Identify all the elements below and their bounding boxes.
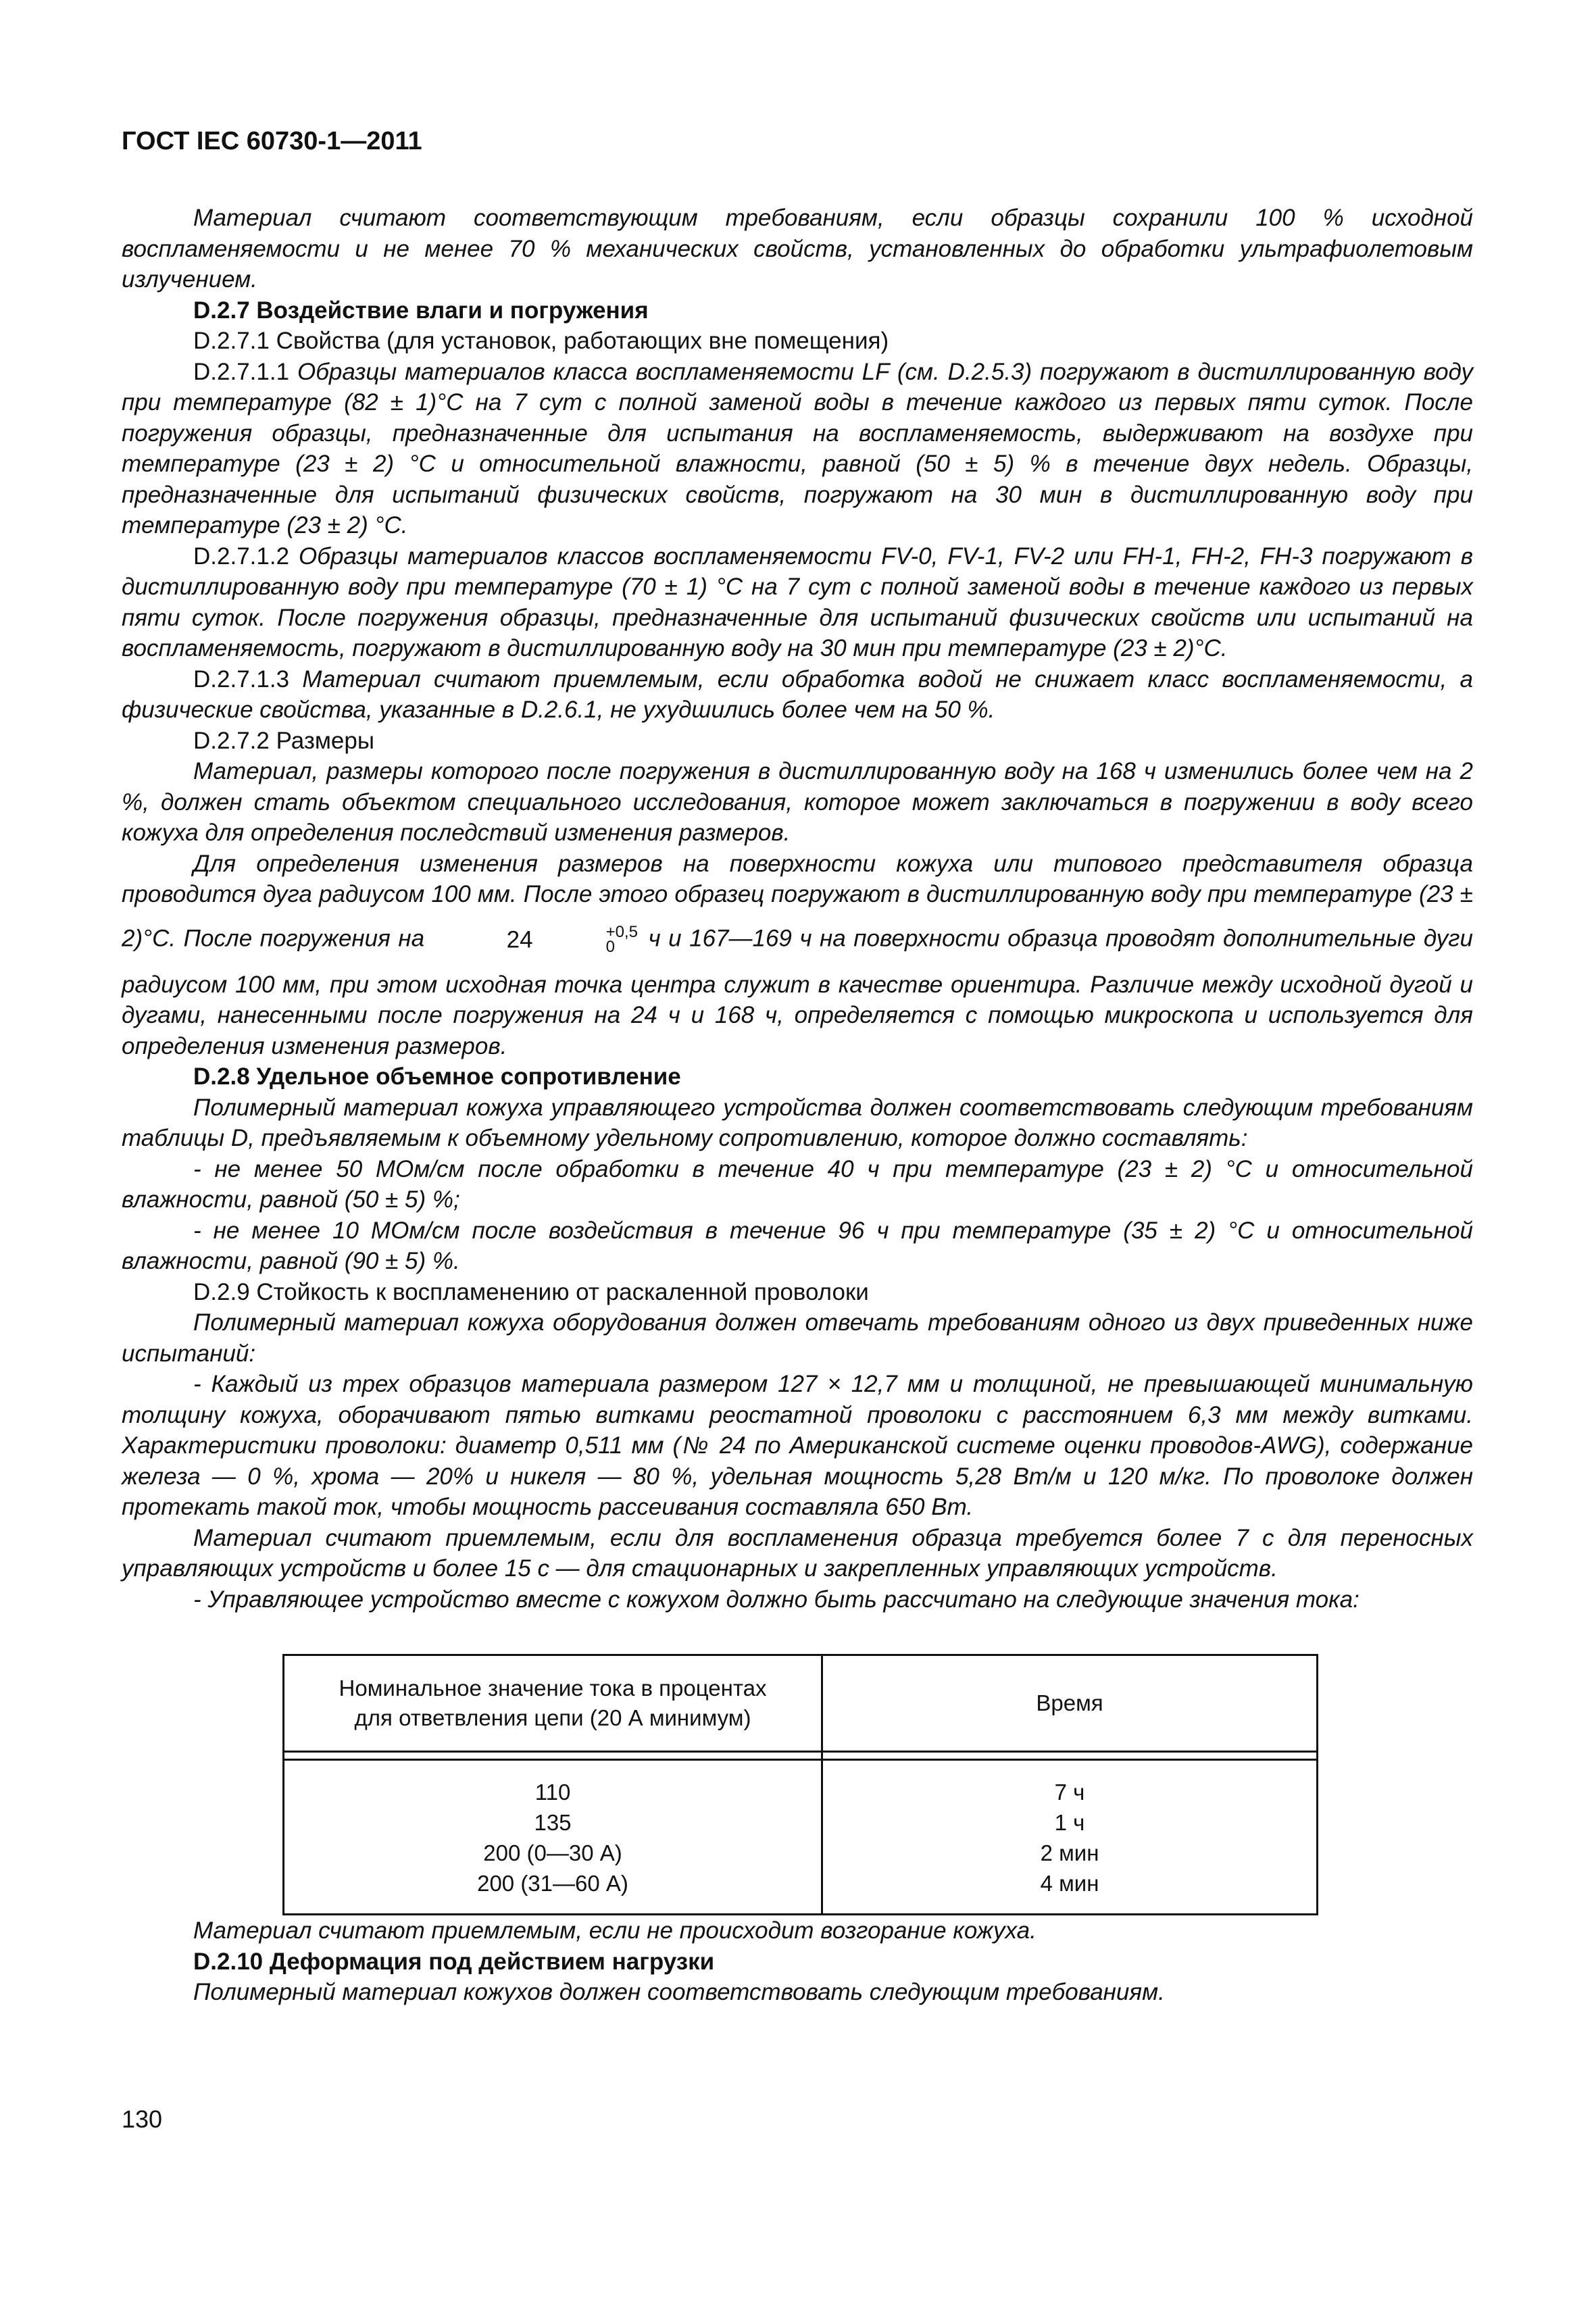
clause-text: Материал считают приемлемым, если обработка водой не снижает класс воспламеняемости, а физические свойства, указанные в D.2.6.1, не ухудшились более чем на 50 %.: [122, 665, 1473, 723]
table-header-current: [284, 1655, 822, 1752]
paragraph-with-formula: [122, 849, 1473, 1062]
formula-base: 24: [506, 926, 533, 953]
cell-value: 2 мин: [1040, 1840, 1099, 1865]
clause-number: D.2.7.1.3: [193, 665, 303, 693]
paragraph: Полимерный материал кожуха управляющего устройства должен соответствовать следующим требованиям таблицы D, предъявляемым к объемному удельному сопротивлению, которое должно составлять:: [122, 1094, 1473, 1151]
cell-value: 135: [534, 1810, 572, 1835]
cell-value: 110: [534, 1780, 571, 1805]
clause-number: D.2.7.1.1: [193, 358, 297, 385]
paragraph: Материал считают соответствующим требованиям, если образцы сохранили 100 % исходной воспламеняемости и не менее 70 % механических свойств, установленных до обработки ультрафиолетовым излучением.: [122, 205, 1473, 293]
cell-value: 200 (0—30 А): [483, 1840, 622, 1865]
table-header-row: [284, 1655, 1318, 1752]
section-heading: D.2.10 Деформация под действием нагрузки: [193, 1948, 715, 1975]
cell-value: 1 ч: [1054, 1810, 1085, 1835]
paragraph: Материал считают приемлемым, если не происходит возгорание кожуха.: [193, 1917, 1037, 1944]
paragraph: Полимерный материал кожухов должен соответствовать следующим требованиям.: [193, 1979, 1165, 2005]
subsection-heading: D.2.7.1 Свойства (для установок, работающих вне помещения): [193, 328, 889, 354]
paragraph-text: ч и 167—169 ч на поверхности образца проводят дополнительные дуги радиусом 100 мм, при этом исходная точка центра служит в качестве ориентира. Различие между исходной дугой и дугами, нанесенными после погружения на 24 ч и 168 ч, определяется с помощью микроскопа и используется для определения изменения размеров.: [122, 924, 1474, 1059]
table-row: [284, 1760, 1318, 1915]
paragraph-text: Для определения изменения размеров на поверхности кожуха или типового представителя образца проводится дуга радиусом 100 мм. После этого образец погружают в дистиллированную воду при температуре (23 ± 2)°С. После погружения на: [122, 850, 1473, 951]
cell-value: 7 ч: [1054, 1780, 1085, 1805]
table-header-time: Время: [822, 1655, 1318, 1752]
list-item: - Управляющее устройство вместе с кожухом должно быть рассчитано на следующие значения тока:: [193, 1586, 1360, 1613]
paragraph: Материал, размеры которого после погружения в дистиллированную воду на 168 ч изменились более чем на 2 %, должен стать объектом специального исследования, которое может заключаться в погружении в воду всего кожуха для определения последствий изменения размеров.: [122, 758, 1473, 846]
current-values: [284, 1760, 822, 1915]
cell-value: 4 мин: [1040, 1871, 1099, 1896]
formula-sup: +0,5: [605, 922, 638, 941]
clause-number: D.2.7.1.2: [193, 543, 299, 570]
clause-text: Образцы материалов класса воспламеняемости LF (см. D.2.5.3) погружают в дистиллированную воду при температуре (82 ± 1)°С на 7 сут с полной заменой воды в течение каждого из первых пяти суток. После погружения образцы, предназначенные для испытания на воспламеняемость, выдерживают на воздухе при температуре (23 ± 2) °С и относительной влажности, равной (50 ± 5) % в течение двух недель. Образцы, предназначенные для испытаний физических свойств, погружают на 30 мин в дистиллированную воду при температуре (23 ± 2) °С.: [122, 358, 1473, 538]
section-heading: D.2.7 Воздействие влаги и погружения: [193, 297, 649, 324]
subsection-heading: D.2.9 Стойкость к воспламенению от раскаленной проволоки: [193, 1278, 869, 1305]
page-body: [122, 203, 1473, 2008]
paragraph: Полимерный материал кожуха оборудования должен отвечать требованиям одного из двух приведенных ниже испытаний:: [122, 1309, 1473, 1367]
clause-text: Образцы материалов классов воспламеняемости FV-0, FV-1, FV-2 или FH-1, FH-2, FH-3 погружают в дистиллированную воду при температуре (70 ± 1) °С на 7 сут с полной заменой воды в течение каждого из первых пяти суток. После погружения образцы, предназначенные для испытаний физических свойств или испытаний на воспламеняемость, погружают в дистиллированную воду на 30 мин при температуре (23 ± 2)°С.: [122, 543, 1473, 661]
paragraph: Материал считают приемлемым, если для воспламенения образца требуется более 7 с для переносных управляющих устройств и более 15 с — для стационарных и закрепленных управляющих устройств.: [122, 1524, 1473, 1582]
list-item: - не менее 10 МОм/см после воздействия в течение 96 ч при температуре (35 ± 2) °С и относительной влажности, равной (90 ± 5) %.: [122, 1217, 1473, 1274]
paragraph: [122, 357, 1473, 541]
cell-value: 200 (31—60 А): [477, 1871, 628, 1896]
header-line: Номинальное значение тока в процентах: [339, 1676, 767, 1701]
tolerance-formula: [435, 910, 638, 970]
standard-code: ГОСТ IEC 60730-1—2011: [122, 127, 422, 155]
header-line: для ответвления цепи (20 А минимум): [354, 1705, 751, 1730]
subsection-heading: D.2.7.2 Размеры: [193, 727, 375, 754]
document-header: [122, 127, 422, 156]
section-heading: D.2.8 Удельное объемное сопротивление: [193, 1063, 681, 1090]
page-number: 130: [122, 2105, 163, 2133]
paragraph: [122, 541, 1473, 664]
time-values: [822, 1760, 1318, 1915]
paragraph: [122, 664, 1473, 726]
list-item: - Каждый из трех образцов материала размером 127 × 12,7 мм и толщиной, не превышающей минимальную толщину кожуха, оборачивают пятью витками реостатной проволоки с расстоянием 6,3 мм между витками. Характеристики проволоки: диаметр 0,511 мм (№ 24 по Американской системе оценки проводов-AWG), содержание железа — 0 %, хрома — 20% и никеля — 80 %, удельная мощность 5,28 Вт/м и 120 м/кг. По проволоке должен протекать такой ток, чтобы мощность рассеивания составляла 650 Вт.: [122, 1371, 1473, 1520]
formula-sub: 0: [605, 937, 615, 956]
table-separator: [284, 1752, 1318, 1760]
list-item: - не менее 50 МОм/см после обработки в течение 40 ч при температуре (23 ± 2) °С и относительной влажности, равной (50 ± 5) %;: [122, 1155, 1473, 1213]
current-time-table: [282, 1654, 1318, 1915]
